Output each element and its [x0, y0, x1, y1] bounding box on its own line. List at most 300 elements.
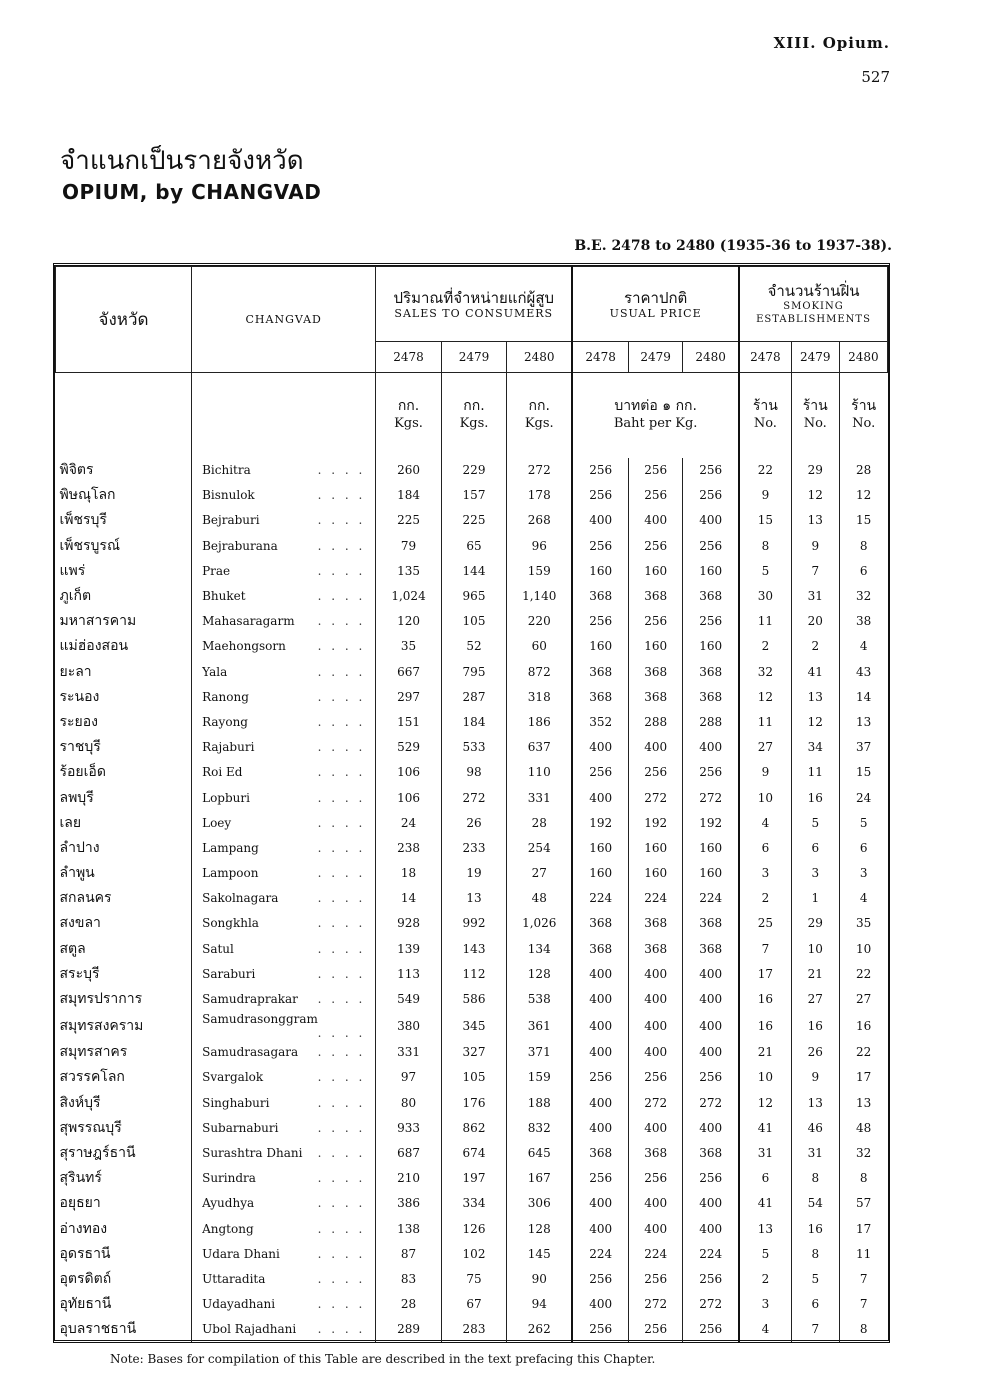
leader-dots: . . . .	[317, 1171, 366, 1186]
sales-value: 188	[507, 1090, 573, 1115]
sales-value: 26	[441, 810, 506, 835]
province-english	[192, 659, 376, 684]
price-value: 352	[572, 709, 628, 734]
price-value: 224	[683, 1241, 739, 1266]
province-thai: แม่ฮ่องสอน	[56, 634, 192, 659]
shops-value: 15	[839, 760, 887, 785]
sales-value: 184	[441, 709, 506, 734]
leader-dots: . . . .	[317, 1070, 366, 1085]
sales-value: 52	[441, 634, 506, 659]
sales-value: 238	[397, 840, 420, 855]
price-value: 160	[629, 558, 683, 583]
province-name: Songkhla	[202, 916, 259, 931]
price-value: 256	[683, 1166, 739, 1191]
table-row	[56, 684, 888, 709]
price-value: 272	[683, 1090, 739, 1115]
price-value: 256	[572, 1317, 628, 1342]
shops-value: 28	[839, 458, 887, 483]
shops-value: 48	[839, 1115, 887, 1140]
sales-value: 549	[397, 992, 420, 1007]
price-value: 400	[572, 986, 628, 1011]
province-name: Yala	[202, 664, 228, 679]
shops-value: 34	[791, 735, 839, 760]
unit-price-english: Baht per Kg.	[613, 416, 698, 432]
shops-value: 2	[791, 634, 839, 659]
province-name: Lopburi	[202, 790, 250, 805]
shops-value: 6	[791, 1292, 839, 1317]
sales-value: 872	[507, 659, 573, 684]
sales-value: 138	[397, 1221, 420, 1236]
shops-value: 17	[739, 961, 791, 986]
province-thai: เพ็ชรบูรณ์	[56, 533, 192, 558]
province-name: Bisnulok	[202, 488, 255, 503]
shops-value: 16	[739, 1012, 791, 1040]
shops-value: 4	[839, 634, 887, 659]
shops-value: 11	[739, 709, 791, 734]
leader-dots: . . . .	[317, 1196, 366, 1211]
price-value: 224	[629, 886, 683, 911]
unit-sales-thai: กก.	[397, 398, 420, 415]
price-value: 256	[629, 1266, 683, 1291]
shops-value: 13	[839, 709, 887, 734]
province-name: Rayong	[202, 714, 248, 729]
sales-value: 65	[441, 533, 506, 558]
shops-value: 6	[739, 1166, 791, 1191]
sales-value: 268	[507, 508, 573, 533]
sales-value: 186	[507, 709, 573, 734]
price-value: 256	[683, 609, 739, 634]
leader-dots: . . . .	[317, 1271, 366, 1286]
province-english	[192, 1040, 376, 1065]
province-name: Svargalok	[202, 1070, 264, 1085]
sales-value: 176	[441, 1090, 506, 1115]
table-row	[56, 483, 888, 508]
province-english	[192, 1241, 376, 1266]
price-value: 256	[629, 533, 683, 558]
price-value: 256	[629, 458, 683, 483]
province-english	[192, 1065, 376, 1090]
leader-dots: . . . .	[317, 589, 366, 604]
shops-value: 2	[739, 886, 791, 911]
price-value: 368	[572, 936, 628, 961]
price-value: 368	[683, 659, 739, 684]
province-english	[192, 483, 376, 508]
leader-dots: . . . .	[317, 840, 366, 855]
group-sales-thai: ปริมาณที่จำหน่ายแก่ผู้สูบ	[393, 288, 555, 307]
province-thai: สมุทรปราการ	[56, 986, 192, 1011]
table-row	[56, 760, 888, 785]
unit-shops-english: No.	[753, 416, 777, 432]
province-name: Roi Ed	[202, 765, 243, 780]
province-english	[192, 609, 376, 634]
shops-value: 26	[791, 1040, 839, 1065]
price-value: 400	[572, 1090, 628, 1115]
sales-value: 637	[507, 735, 573, 760]
table-row	[56, 1191, 888, 1216]
price-value: 160	[683, 835, 739, 860]
shops-value: 9	[739, 483, 791, 508]
price-value: 400	[572, 1292, 628, 1317]
price-value: 192	[629, 810, 683, 835]
price-value: 160	[572, 861, 628, 886]
shops-value: 8	[839, 1166, 887, 1191]
shops-value: 11	[739, 609, 791, 634]
price-value: 368	[683, 684, 739, 709]
province-name: Maehongsorn	[202, 639, 286, 654]
shops-value: 54	[791, 1191, 839, 1216]
province-name: Samudraprakar	[202, 992, 298, 1007]
leader-dots: . . . .	[317, 689, 366, 704]
sales-value: 178	[507, 483, 573, 508]
price-value: 400	[572, 735, 628, 760]
price-value: 256	[572, 458, 628, 483]
sales-value: 144	[441, 558, 506, 583]
price-value: 400	[572, 1040, 628, 1065]
province-english	[192, 1140, 376, 1165]
price-value: 160	[683, 861, 739, 886]
leader-dots: . . . .	[317, 563, 366, 578]
sales-value: 35	[400, 639, 417, 654]
price-value: 160	[572, 835, 628, 860]
table-row	[56, 785, 888, 810]
sales-value: 28	[400, 1297, 417, 1312]
price-value: 400	[572, 785, 628, 810]
table-row	[56, 1241, 888, 1266]
table-row	[56, 1216, 888, 1241]
shops-value: 12	[739, 1090, 791, 1115]
sales-value: 120	[397, 614, 420, 629]
shops-value: 17	[839, 1216, 887, 1241]
province-name: Udara Dhani	[202, 1246, 280, 1261]
province-name: Ranong	[202, 689, 249, 704]
price-value: 256	[683, 483, 739, 508]
shops-value: 8	[839, 533, 887, 558]
leader-dots: . . . .	[317, 463, 366, 478]
group-price	[572, 267, 739, 342]
leader-dots: . . . .	[317, 765, 366, 780]
shops-value: 7	[839, 1292, 887, 1317]
province-english	[192, 684, 376, 709]
sales-value: 386	[397, 1196, 420, 1211]
sales-value: 645	[507, 1140, 573, 1165]
sales-value: 283	[441, 1317, 506, 1342]
province-name: Uttaradita	[202, 1271, 266, 1286]
shops-value: 16	[791, 1216, 839, 1241]
province-name: Lampang	[202, 840, 259, 855]
shops-value: 29	[791, 911, 839, 936]
sales-value: 297	[397, 689, 420, 704]
province-english	[192, 1292, 376, 1317]
table-row	[56, 961, 888, 986]
sales-value: 128	[507, 1216, 573, 1241]
price-value: 160	[572, 634, 628, 659]
unit-shops-thai: ร้าน	[851, 398, 877, 415]
shops-value: 1	[791, 886, 839, 911]
province-name: Subarnaburi	[202, 1120, 279, 1135]
shops-value: 9	[739, 760, 791, 785]
province-thai: อุบลราชธานี	[56, 1317, 192, 1342]
leader-dots: . . . .	[317, 941, 366, 956]
sales-value: 90	[507, 1266, 573, 1291]
sales-value: 272	[441, 785, 506, 810]
table-row	[56, 1040, 888, 1065]
unit-sales-english: Kgs.	[459, 416, 489, 432]
price-value: 400	[629, 986, 683, 1011]
group-sales	[376, 267, 572, 342]
province-thai: ลำพูน	[56, 861, 192, 886]
sales-value: 1,024	[391, 589, 426, 604]
province-english	[192, 810, 376, 835]
price-value: 256	[683, 760, 739, 785]
sales-value: 331	[397, 1045, 420, 1060]
section-heading: XIII. Opium.	[773, 34, 890, 52]
price-value: 224	[683, 886, 739, 911]
sales-value: 345	[441, 1012, 506, 1040]
province-english	[192, 1317, 376, 1342]
price-value: 400	[629, 961, 683, 986]
province-thai: สุราษฎร์ธานี	[56, 1140, 192, 1165]
sales-value: 233	[441, 835, 506, 860]
province-english	[192, 1266, 376, 1291]
leader-dots: . . . .	[317, 538, 366, 553]
shops-value: 20	[791, 609, 839, 634]
sales-value: 159	[507, 1065, 573, 1090]
province-english	[192, 533, 376, 558]
province-thai: เลย	[56, 810, 192, 835]
table-row	[56, 1266, 888, 1291]
price-value: 400	[683, 986, 739, 1011]
sales-value: 327	[441, 1040, 506, 1065]
leader-dots: . . . .	[317, 1246, 366, 1261]
province-name: Saraburi	[202, 966, 256, 981]
price-value: 400	[572, 1012, 628, 1040]
shops-value: 13	[739, 1216, 791, 1241]
sales-value: 260	[397, 463, 420, 478]
unit-shops-thai: ร้าน	[752, 398, 778, 415]
shops-value: 27	[791, 986, 839, 1011]
table-row	[56, 1140, 888, 1165]
sales-value: 334	[441, 1191, 506, 1216]
group-price-english: USUAL PRICE	[609, 306, 702, 320]
price-value: 256	[572, 1266, 628, 1291]
sales-value: 586	[441, 986, 506, 1011]
table-row	[56, 1166, 888, 1191]
table-row	[56, 609, 888, 634]
shops-value: 31	[791, 583, 839, 608]
table-row	[56, 558, 888, 583]
province-english	[192, 1216, 376, 1241]
shops-value: 6	[791, 835, 839, 860]
sales-value: 87	[400, 1246, 417, 1261]
sales-value: 135	[397, 563, 420, 578]
shops-value: 13	[839, 1090, 887, 1115]
leader-dots: . . . .	[317, 1145, 366, 1160]
sales-value: 361	[507, 1012, 573, 1040]
shops-value: 25	[739, 911, 791, 936]
price-value: 256	[629, 1317, 683, 1342]
province-thai: อุทัยธานี	[56, 1292, 192, 1317]
leader-dots: . . . .	[317, 1297, 366, 1312]
price-value: 400	[683, 735, 739, 760]
price-value: 368	[683, 583, 739, 608]
sales-value: 795	[441, 659, 506, 684]
sales-value: 112	[441, 961, 506, 986]
province-thai: เพ็ชรบุรี	[56, 508, 192, 533]
table-row	[56, 886, 888, 911]
sales-value: 83	[400, 1271, 417, 1286]
province-english	[192, 961, 376, 986]
table-row	[56, 1065, 888, 1090]
price-value: 256	[683, 1266, 739, 1291]
price-value: 400	[683, 1191, 739, 1216]
table-row	[56, 709, 888, 734]
sales-value: 102	[441, 1241, 506, 1266]
shops-value: 10	[791, 936, 839, 961]
price-value: 272	[629, 1090, 683, 1115]
table-row	[56, 735, 888, 760]
shops-value: 13	[791, 684, 839, 709]
price-value: 256	[572, 609, 628, 634]
price-value: 400	[629, 508, 683, 533]
sales-value: 667	[397, 664, 420, 679]
shops-value: 8	[839, 1317, 887, 1342]
province-thai: ราชบุรี	[56, 735, 192, 760]
province-name: Mahasaragarm	[202, 614, 295, 629]
table-row	[56, 1115, 888, 1140]
sales-value: 105	[441, 1065, 506, 1090]
province-name: Bhuket	[202, 589, 246, 604]
sales-value: 1,026	[507, 911, 573, 936]
price-value: 160	[629, 861, 683, 886]
price-value: 400	[683, 1216, 739, 1241]
group-price-thai: ราคาปกติ	[624, 288, 688, 307]
table-row	[56, 861, 888, 886]
shops-value: 46	[791, 1115, 839, 1140]
shops-value: 15	[739, 508, 791, 533]
sales-value: 306	[507, 1191, 573, 1216]
shops-value: 38	[839, 609, 887, 634]
sales-value: 128	[507, 961, 573, 986]
sales-value: 318	[507, 684, 573, 709]
province-name: Bejraburana	[202, 538, 278, 553]
province-name: Rajaburi	[202, 740, 255, 755]
shops-value: 4	[739, 1317, 791, 1342]
province-name: Surashtra Dhani	[202, 1145, 303, 1160]
price-value: 288	[683, 709, 739, 734]
price-value: 256	[572, 483, 628, 508]
table-row	[56, 835, 888, 860]
province-english	[192, 634, 376, 659]
shops-value: 11	[839, 1241, 887, 1266]
sales-value: 134	[507, 936, 573, 961]
sales-value: 19	[441, 861, 506, 886]
shops-value: 4	[839, 886, 887, 911]
sales-value: 272	[507, 458, 573, 483]
table-row	[56, 911, 888, 936]
title-english: OPIUM, by CHANGVAD	[62, 180, 322, 204]
price-value: 368	[683, 936, 739, 961]
price-value: 256	[683, 533, 739, 558]
unit-shops-thai: ร้าน	[802, 398, 828, 415]
price-value: 272	[683, 1292, 739, 1317]
province-name: Samudrasonggram	[202, 1011, 318, 1026]
sales-value: 832	[507, 1115, 573, 1140]
province-thai: สงขลา	[56, 911, 192, 936]
sales-value: 254	[507, 835, 573, 860]
sales-value: 533	[441, 735, 506, 760]
sales-value: 105	[441, 609, 506, 634]
table-row	[56, 508, 888, 533]
price-value: 272	[683, 785, 739, 810]
year-price-1: 2478	[572, 342, 628, 373]
price-value: 368	[629, 936, 683, 961]
price-value: 256	[629, 760, 683, 785]
year-sales-2: 2479	[441, 342, 506, 373]
province-english	[192, 458, 376, 483]
unit-sales-english: Kgs.	[394, 416, 423, 432]
shops-value: 24	[839, 785, 887, 810]
leader-dots: . . . .	[317, 891, 366, 906]
price-value: 256	[629, 483, 683, 508]
sales-value: 928	[397, 916, 420, 931]
sales-value: 98	[441, 760, 506, 785]
sales-value: 96	[507, 533, 573, 558]
province-english	[192, 709, 376, 734]
unit-sales-thai: กก.	[463, 398, 485, 415]
shops-value: 8	[791, 1241, 839, 1266]
sales-value: 110	[507, 760, 573, 785]
year-shops-2: 2479	[791, 342, 839, 373]
province-thai: ยะลา	[56, 659, 192, 684]
shops-value: 6	[739, 835, 791, 860]
shops-value: 12	[839, 483, 887, 508]
shops-value: 31	[791, 1140, 839, 1165]
province-english	[192, 785, 376, 810]
province-english	[192, 508, 376, 533]
unit-shops-english: No.	[852, 416, 876, 432]
shops-value: 17	[839, 1065, 887, 1090]
province-english	[192, 1115, 376, 1140]
price-value: 256	[629, 1065, 683, 1090]
table-row	[56, 458, 888, 483]
province-thai: อ่างทอง	[56, 1216, 192, 1241]
shops-value: 15	[839, 508, 887, 533]
sales-value: 60	[507, 634, 573, 659]
leader-dots: . . . .	[317, 1045, 366, 1060]
price-value: 288	[629, 709, 683, 734]
group-shops	[739, 267, 887, 342]
province-english	[192, 861, 376, 886]
price-value: 368	[683, 1140, 739, 1165]
province-name: Angtong	[202, 1221, 254, 1236]
sales-value: 24	[400, 815, 417, 830]
leader-dots: . . . .	[317, 488, 366, 503]
table-row	[56, 810, 888, 835]
sales-value: 145	[507, 1241, 573, 1266]
price-value: 400	[572, 1191, 628, 1216]
shops-value: 41	[739, 1191, 791, 1216]
sales-value: 27	[507, 861, 573, 886]
sales-value: 113	[397, 966, 420, 981]
year-price-2: 2479	[629, 342, 683, 373]
table-row	[56, 1292, 888, 1317]
price-value: 368	[572, 911, 628, 936]
shops-value: 35	[839, 911, 887, 936]
price-value: 224	[572, 1241, 628, 1266]
province-thai: ร้อยเอ็ด	[56, 760, 192, 785]
shops-value: 32	[839, 583, 887, 608]
sales-value: 159	[507, 558, 573, 583]
